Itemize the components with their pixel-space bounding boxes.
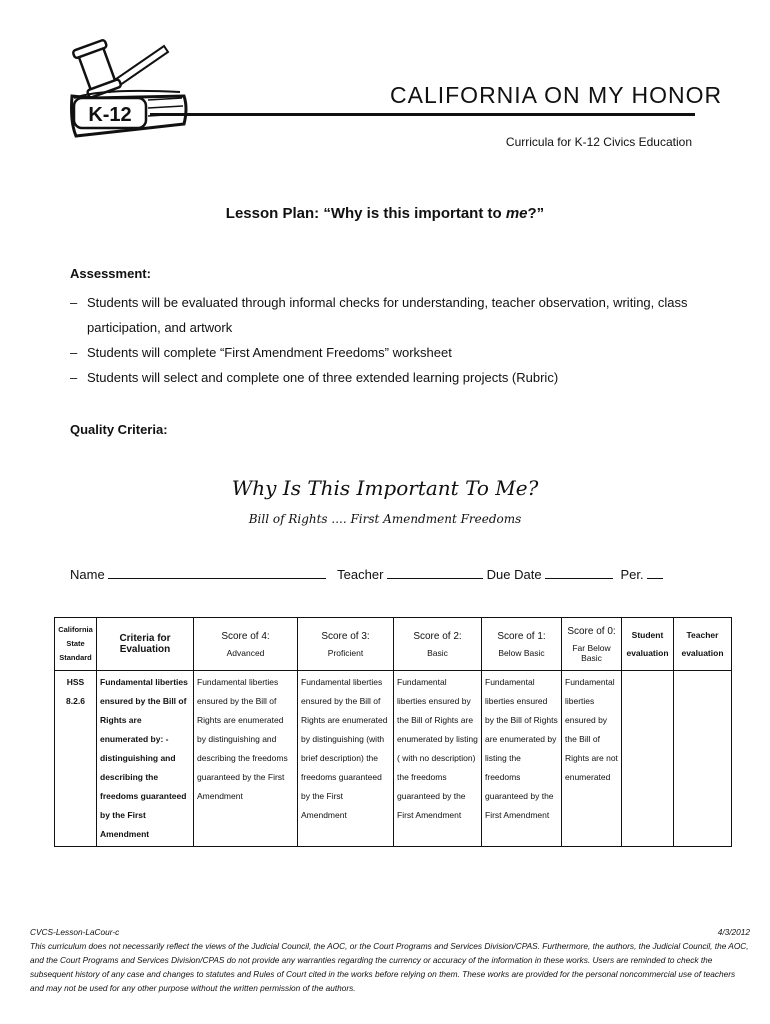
worksheet-subtitle: Bill of Rights .... First Amendment Freedoms xyxy=(248,512,522,526)
teacher-field[interactable] xyxy=(387,566,483,579)
assessment-item: – Students will complete “First Amendment Freedoms” worksheet xyxy=(70,345,452,360)
cell-student-eval[interactable] xyxy=(622,671,674,847)
rubric-table xyxy=(54,617,732,847)
header-score-0: Score of 0: Far Below Basic xyxy=(562,618,622,671)
name-field[interactable] xyxy=(108,566,326,579)
gavel-book-logo xyxy=(62,28,192,148)
logo-k12-text: K-12 xyxy=(88,104,132,126)
assessment-heading: Assessment: xyxy=(70,266,151,281)
lesson-title-suffix: ?” xyxy=(527,205,545,222)
cell-score-2: Fundamental liberties ensured by the Bill of Rights are enumerated by listing ( with no description) the freedoms guaranteed by the First Amendment xyxy=(394,671,482,847)
due-date-label: Due Date xyxy=(486,567,542,582)
rubric-header-row xyxy=(55,618,732,671)
period-label: Per. xyxy=(620,567,644,582)
quality-criteria-heading: Quality Criteria: xyxy=(70,422,168,437)
assessment-item: – Students will select and complete one of three extended learning projects (Rubric) xyxy=(70,370,559,385)
period-field[interactable] xyxy=(647,566,663,579)
header-criteria: Criteria for Evaluation xyxy=(97,618,194,671)
student-info-line xyxy=(70,566,663,582)
header-score-3: Score of 3: Proficient xyxy=(298,618,394,671)
teacher-label: Teacher xyxy=(337,567,384,582)
cell-teacher-eval[interactable] xyxy=(674,671,732,847)
cell-score-1: Fundamental liberties ensured by the Bill of Rights are enumerated by listing the freedoms guaranteed by the First Amendment xyxy=(482,671,562,847)
header-title: CALIFORNIA ON MY HONOR xyxy=(390,82,723,108)
cell-score-3: Fundamental liberties ensured by the Bill of Rights are enumerated by distinguishing (with brief description) the freedoms guaranteed by the First Amendment xyxy=(298,671,394,847)
header-rule xyxy=(150,113,695,116)
footer-disclaimer: This curriculum does not necessarily reflect the views of the Judicial Council, the AOC, or the Court Programs and Services Division/CPAS. Furthermore, the authors, the Judicial Council, the AOC, and the Court Programs and Services Division/CPAS do not provide any warranties regarding the currency or accuracy of the information in these works. Users are reminded to check the subsequent history of any case and changes to statutes and Rules of Court cited in the works before relying on them. These works are provided for the personal noncommercial use of teachers and may not be used for any other purpose without the written permission of the authors. xyxy=(30,941,749,993)
lesson-title-emphasis: me xyxy=(505,205,528,222)
assessment-item: – Students will be evaluated through informal checks for understanding, teacher observation, writing, class participation, and artwork xyxy=(70,295,688,335)
header-subtitle: Curricula for K-12 Civics Education xyxy=(505,135,692,149)
footer xyxy=(30,925,750,995)
footer-code: CVCS-Lesson-LaCour-c xyxy=(30,927,120,937)
lesson-plan-title xyxy=(0,205,770,222)
cell-standard: HSS 8.2.6 xyxy=(55,671,97,847)
header-score-4: Score of 4: Advanced xyxy=(194,618,298,671)
header-student-eval: Student evaluation xyxy=(622,618,674,671)
header-score-1: Score of 1: Below Basic xyxy=(482,618,562,671)
cell-score-4: Fundamental liberties ensured by the Bill of Rights are enumerated by distinguishing and describing the freedoms guaranteed by the First Amendment xyxy=(194,671,298,847)
header-score-2: Score of 2: Basic xyxy=(394,618,482,671)
footer-date: 4/3/2012 xyxy=(717,927,750,937)
rubric-row xyxy=(55,671,732,847)
header-standard: California State Standard xyxy=(55,618,97,671)
worksheet-title: Why Is This Important To Me? xyxy=(231,476,539,500)
lesson-title-prefix: Lesson Plan: “Why is this important to xyxy=(225,205,506,222)
cell-score-0: Fundamental liberties ensured by the Bill of Rights are not enumerated xyxy=(562,671,622,847)
due-date-field[interactable] xyxy=(545,566,613,579)
assessment-list xyxy=(70,290,710,390)
name-label: Name xyxy=(70,567,105,582)
cell-criteria: Fundamental liberties ensured by the Bill of Rights are enumerated by: - distinguishing and describing the freedoms guaranteed by the First Amendment xyxy=(97,671,194,847)
header-teacher-eval: Teacher evaluation xyxy=(674,618,732,671)
